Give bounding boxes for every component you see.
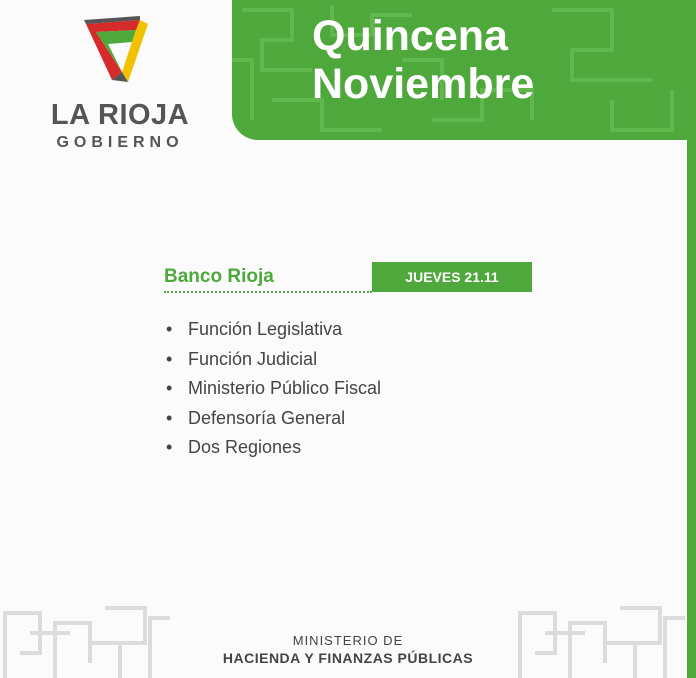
dotted-divider — [164, 291, 372, 293]
bank-title: Banco Rioja — [164, 266, 274, 287]
list-item: • Ministerio Público Fiscal — [166, 378, 382, 398]
footer-pattern-left-icon — [0, 603, 175, 678]
right-accent-bar — [687, 140, 696, 678]
list-item-label: Función Legislativa — [188, 319, 343, 339]
date-badge: JUEVES 21.11 — [372, 262, 532, 292]
logo-subtitle: GOBIERNO — [56, 134, 184, 151]
footer-pattern-right-icon — [515, 603, 687, 678]
list-item-label: Dos Regiones — [188, 437, 302, 457]
list-item: • Función Legislativa — [166, 319, 343, 339]
ministry-footer — [160, 633, 536, 666]
title-line-2: Noviembre — [312, 60, 535, 108]
header-banner — [232, 0, 696, 140]
list-item: • Función Judicial — [166, 348, 318, 369]
list-item: • Defensoría General — [166, 407, 346, 428]
title-line-1: Quincena — [312, 12, 508, 60]
list-item-label: Ministerio Público Fiscal — [188, 378, 382, 398]
la-rioja-logo — [40, 16, 200, 151]
ministry-line-2: HACIENDA Y FINANZAS PÚBLICAS — [222, 650, 474, 666]
page-title — [312, 12, 534, 108]
list-item-label: Función Judicial — [188, 348, 318, 369]
beneficiary-list — [166, 318, 381, 466]
list-item: • Dos Regiones — [166, 437, 302, 457]
ministry-line-1: MINISTERIO DE — [292, 633, 404, 648]
logo-name: LA RIOJA — [50, 99, 190, 131]
list-item-label: Defensoría General — [188, 407, 346, 428]
la-rioja-emblem-icon — [82, 16, 158, 88]
